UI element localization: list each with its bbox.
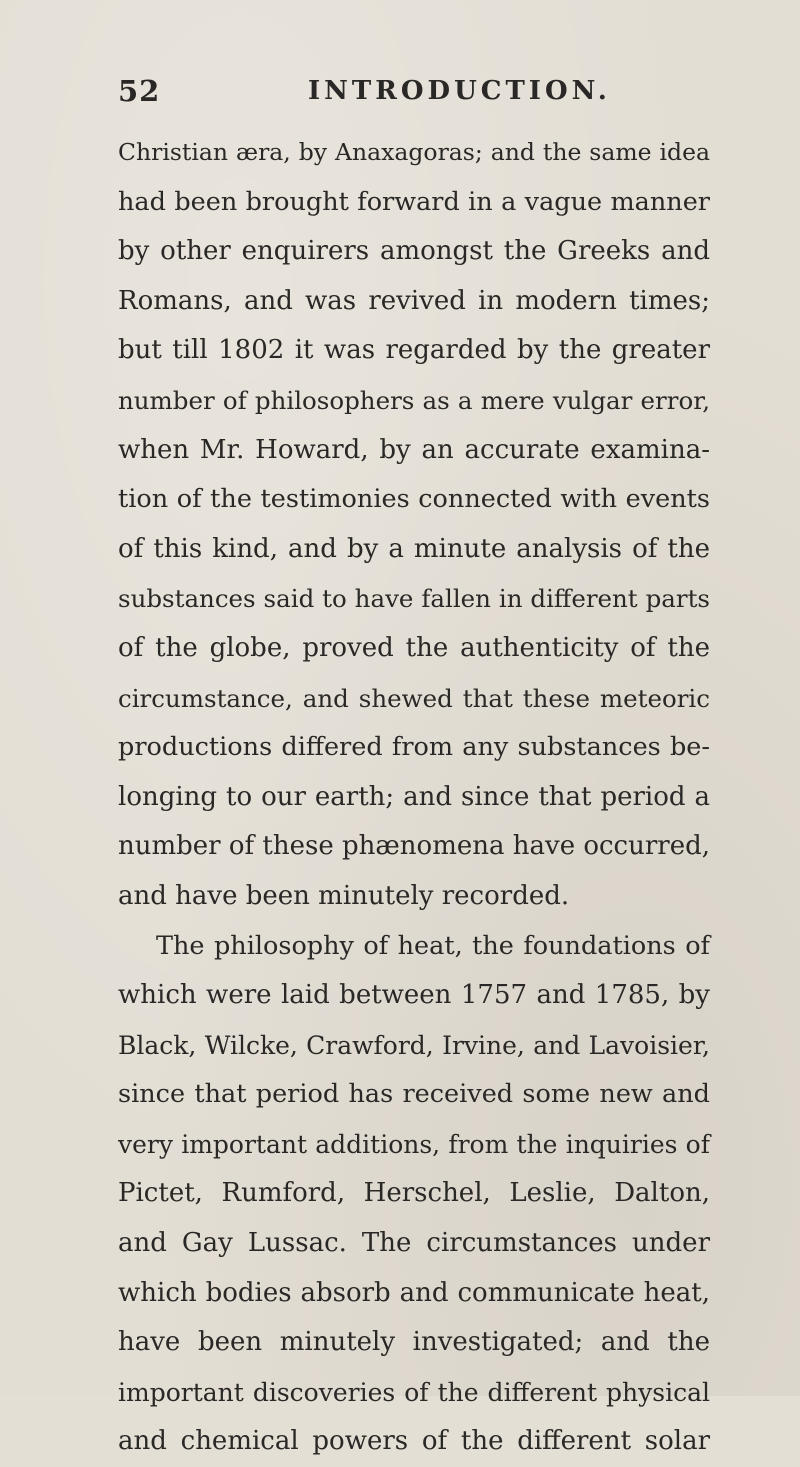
page-header	[118, 74, 678, 114]
text-line: since that period has received some new and	[118, 1079, 710, 1110]
text-line: which were laid between 1757 and 1785, by	[118, 980, 710, 1011]
text-line: Christian æra, by Anaxagoras; and the same idea	[118, 138, 710, 166]
text-line: of this kind, and by a minute analysis of the	[118, 533, 710, 564]
text-line: tion of the testimonies connected with events	[118, 484, 710, 515]
text-line: have been minutely investigated; and the	[118, 1327, 710, 1358]
text-line: when Mr. Howard, by an accurate examina-	[118, 434, 710, 465]
text-line: number of philosophers as a mere vulgar error,	[118, 385, 710, 415]
text-line: by other enquirers amongst the Greeks and	[118, 236, 710, 267]
page-number: 52	[118, 74, 161, 108]
text-line: of the globe, proved the authenticity of the	[118, 632, 710, 663]
text-line: Romans, and was revived in modern times;	[118, 285, 710, 316]
text-line: and chemical powers of the different solar	[118, 1426, 710, 1457]
text-line: had been brought forward in a vague manner	[118, 186, 710, 217]
text-line: but till 1802 it was regarded by the greater	[118, 335, 710, 366]
running-head: INTRODUCTION.	[308, 76, 611, 106]
text-line: Pictet, Rumford, Herschel, Leslie, Dalton,	[118, 1178, 710, 1209]
text-line: Black, Wilcke, Crawford, Irvine, and Lavoisier,	[118, 1030, 710, 1060]
text-line: very important additions, from the inquiries of	[118, 1129, 710, 1159]
text-line: and Gay Lussac. The circumstances under	[118, 1228, 710, 1259]
text-line: number of these phænomena have occurred,	[118, 831, 711, 862]
paragraph-start-line: The philosophy of heat, the foundations of	[156, 930, 710, 961]
text-line: circumstance, and shewed that these meteoric	[118, 683, 710, 713]
text-line: and have been minutely recorded.	[118, 880, 570, 911]
text-line: important discoveries of the different physical	[118, 1377, 710, 1407]
text-line: substances said to have fallen in different parts	[118, 584, 710, 614]
text-line: which bodies absorb and communicate heat,	[118, 1277, 710, 1308]
text-line: longing to our earth; and since that period a	[118, 781, 710, 812]
body-text	[118, 128, 710, 1467]
text-line: productions differed from any substances be-	[118, 732, 710, 763]
